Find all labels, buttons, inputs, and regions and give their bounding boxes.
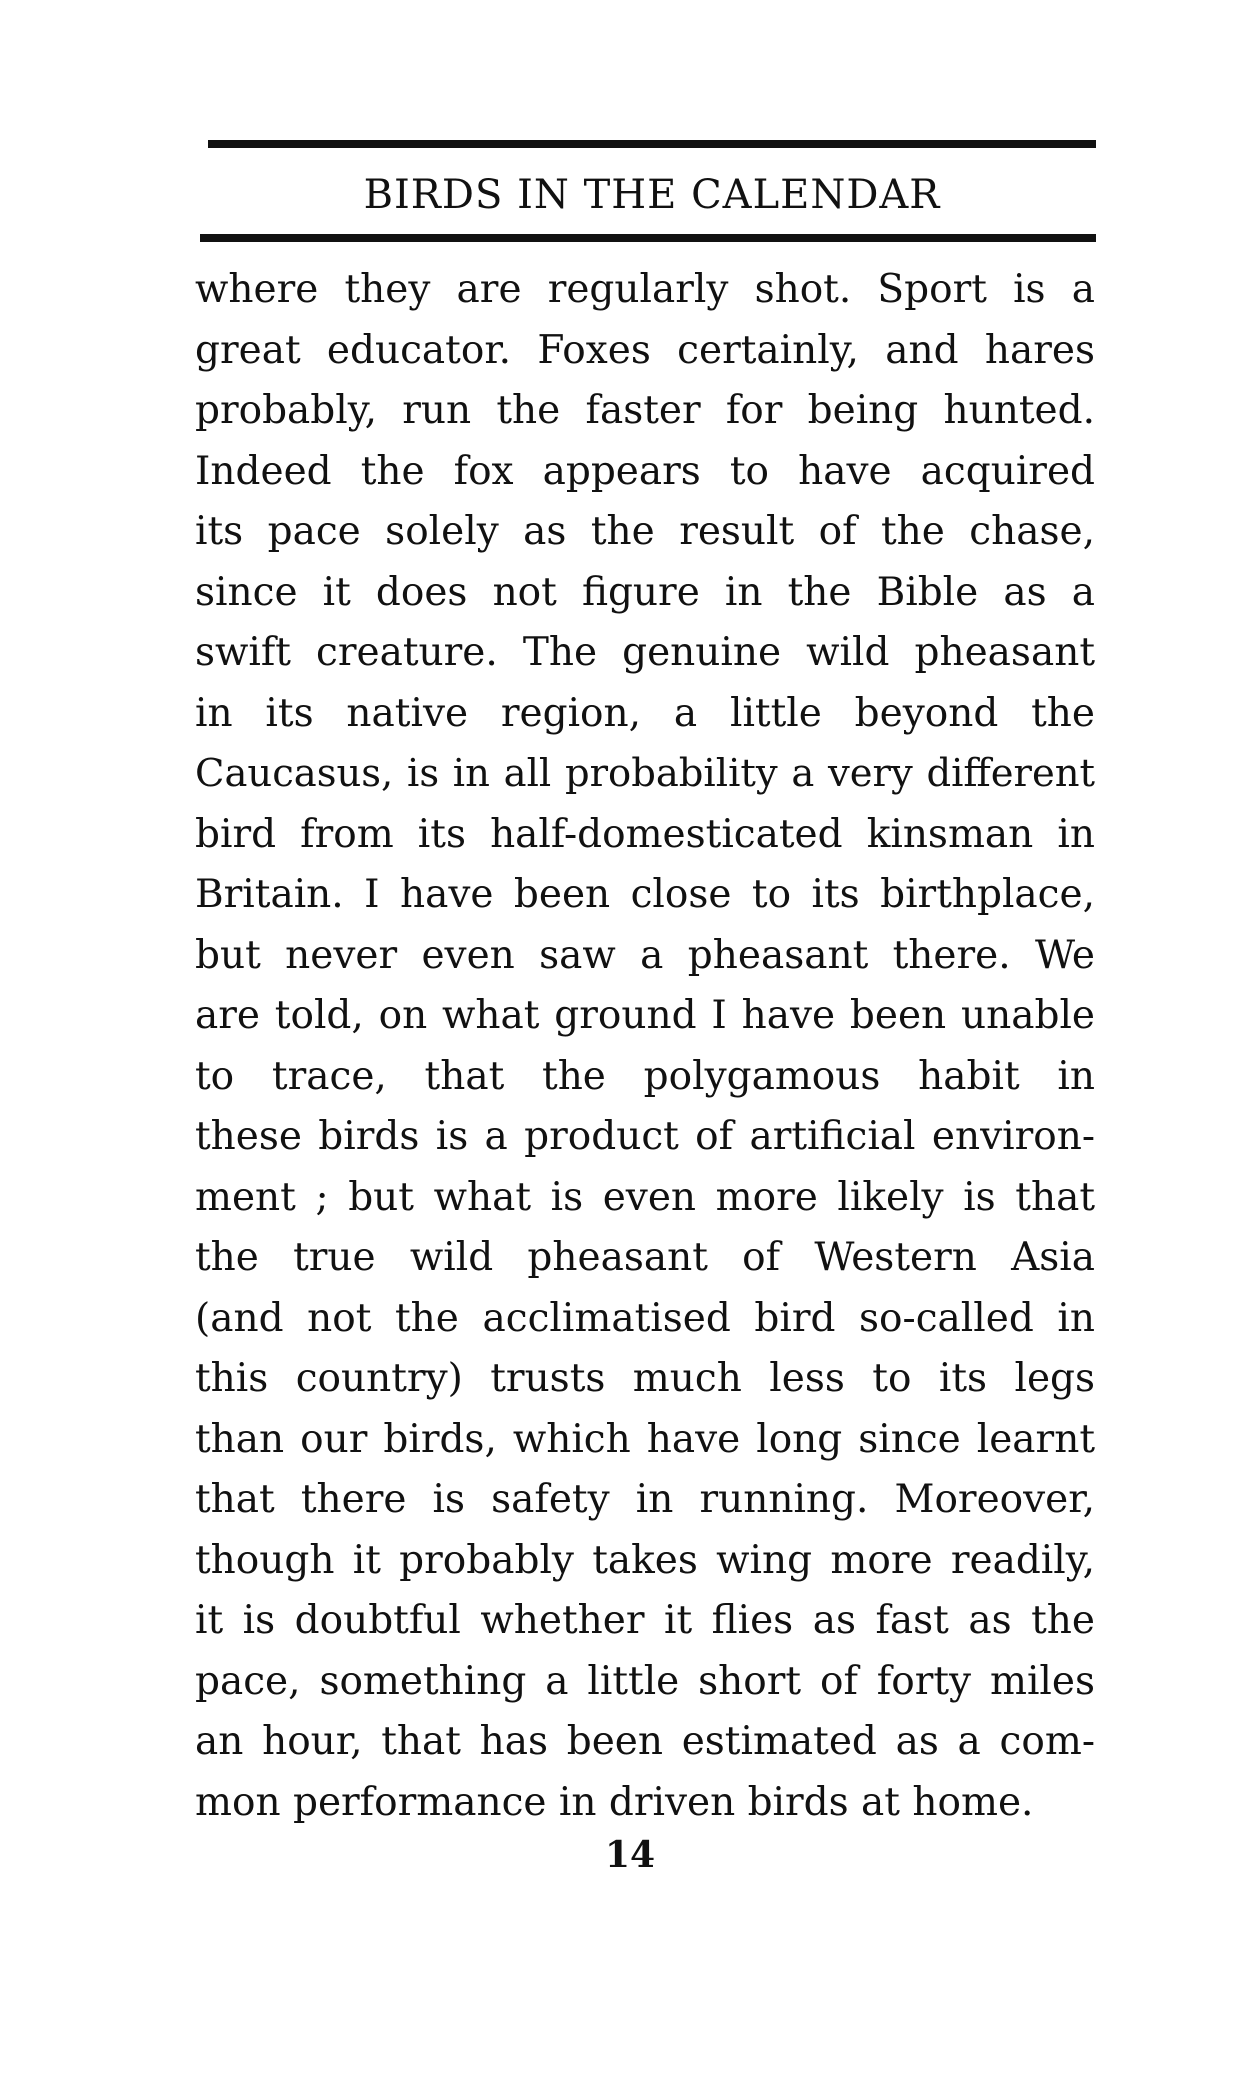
text-line: are told, on what ground I have been unable bbox=[195, 993, 1095, 1038]
text-line: mon performance in driven birds at home. bbox=[195, 1779, 1034, 1825]
text-line: swift creature. The genuine wild pheasant bbox=[195, 630, 1095, 675]
text-line: where they are regularly shot. Sport is a bbox=[195, 267, 1095, 312]
text-line: pace, something a little short of forty miles bbox=[195, 1658, 1095, 1704]
text-line: Caucasus, is in all probability a very different bbox=[195, 751, 1095, 796]
text-line: to trace, that the polygamous habit in bbox=[195, 1053, 1095, 1099]
text-line: its pace solely as the result of the chase, bbox=[195, 509, 1095, 554]
text-line: bird from its half-domesticated kinsman in bbox=[195, 811, 1095, 857]
header-rule-bottom bbox=[200, 234, 1096, 242]
text-line: it is doubtful whether it flies as fast as the bbox=[195, 1598, 1095, 1643]
text-line: though it probably takes wing more readily, bbox=[195, 1537, 1095, 1583]
text-line: since it does not figure in the Bible as a bbox=[195, 569, 1095, 615]
text-line: this country) trusts much less to its legs bbox=[195, 1356, 1095, 1401]
text-line: in its native region, a little beyond the bbox=[195, 690, 1095, 736]
text-line: probably, run the faster for being hunted. bbox=[195, 388, 1095, 433]
text-line: (and not the acclimatised bird so-called in bbox=[195, 1295, 1095, 1341]
text-line: Indeed the fox appears to have acquired bbox=[195, 448, 1095, 494]
text-line: an hour, that has been estimated as a com- bbox=[195, 1719, 1095, 1764]
text-line: the true wild pheasant of Western Asia bbox=[195, 1235, 1095, 1280]
page-number: 14 bbox=[604, 1834, 656, 1876]
text-line: than our birds, which have long since learnt bbox=[195, 1416, 1095, 1462]
body-text bbox=[195, 260, 1095, 1833]
text-line: these birds is a product of artificial environ- bbox=[195, 1114, 1095, 1159]
header-rule-top bbox=[208, 140, 1096, 148]
text-line: that there is safety in running. Moreover, bbox=[195, 1477, 1095, 1522]
text-line: ment ; but what is even more likely is that bbox=[195, 1174, 1095, 1220]
running-head: BIRDS IN THE CALENDAR bbox=[363, 172, 941, 218]
text-line: but never even saw a pheasant there. We bbox=[195, 932, 1095, 978]
text-line: great educator. Foxes certainly, and hares bbox=[195, 327, 1095, 373]
text-line: Britain. I have been close to its birthplace, bbox=[195, 872, 1095, 917]
